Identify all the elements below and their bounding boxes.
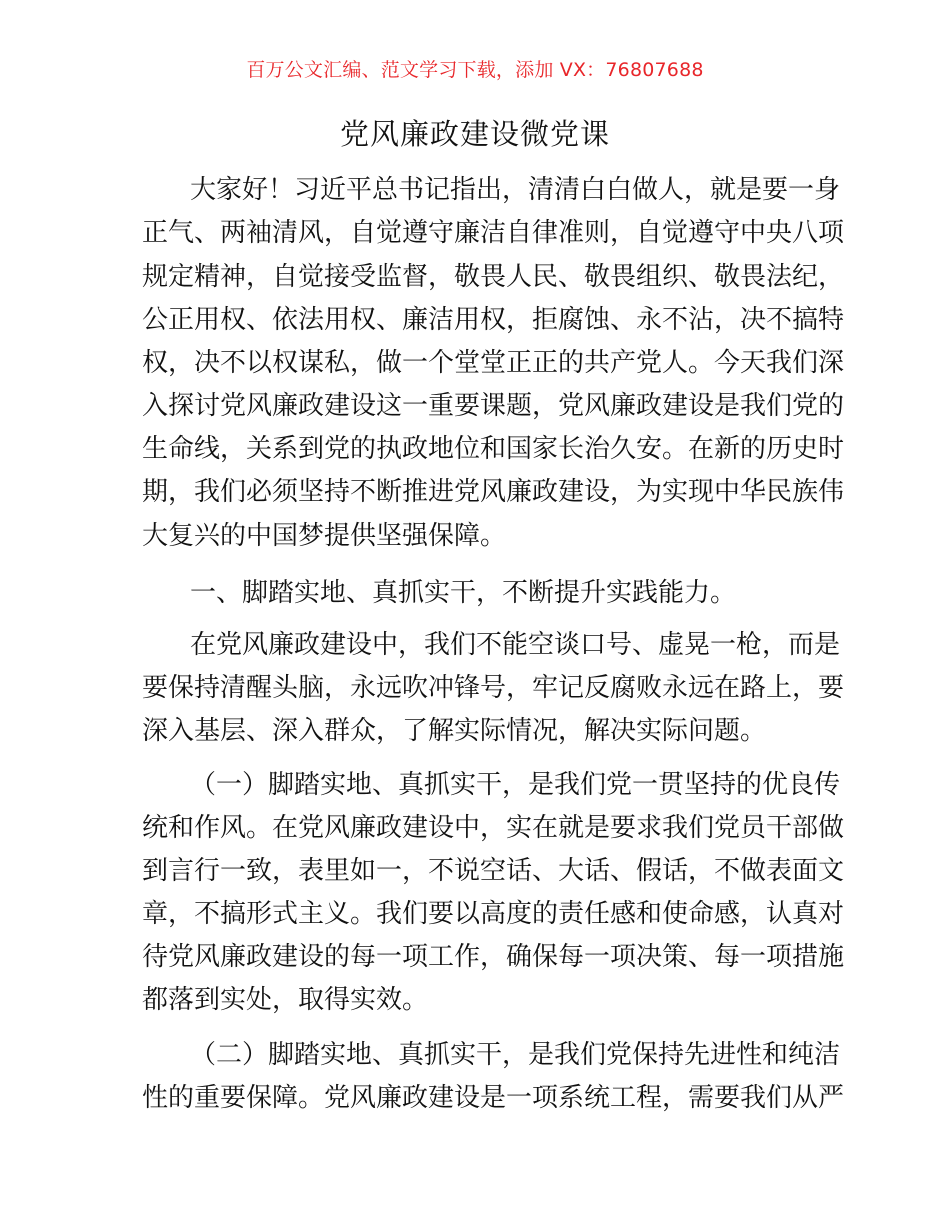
- document-title: 党风廉政建设微党课: [339, 117, 610, 151]
- text-line: 性的重要保障。党风廉政建设是一项系统工程，需要我们从严: [142, 1083, 845, 1113]
- text-line: 权，决不以权谋私，做一个堂堂正正的共产党人。今天我们深: [142, 348, 845, 378]
- text-line: 大复兴的中国梦提供坚强保障。: [142, 521, 507, 551]
- text-line: （一）脚踏实地、真抓实干，是我们党一贯坚持的优良传: [190, 770, 841, 800]
- text-line: 大家好！习近平总书记指出，清清白白做人，就是要一身: [190, 175, 841, 205]
- text-line: 待党风廉政建设的每一项工作，确保每一项决策、每一项措施: [142, 942, 845, 972]
- text-line: 都落到实处，取得实效。: [142, 985, 429, 1015]
- text-line: 深入基层、深入群众，了解实际情况，解决实际问题。: [142, 716, 767, 746]
- watermark-banner: 百万公文汇编、范文学习下载，添加 VX：76807688: [246, 59, 704, 81]
- text-line: 统和作风。在党风廉政建设中，实在就是要求我们党员干部做: [142, 813, 845, 843]
- text-line: （二）脚踏实地、真抓实干，是我们党保持先进性和纯洁: [190, 1040, 841, 1070]
- text-line: 正气、两袖清风，自觉遵守廉洁自律准则，自觉遵守中央八项: [142, 218, 845, 248]
- text-line: 期，我们必须坚持不断推进党风廉政建设，为实现中华民族伟: [142, 477, 845, 507]
- text-line: 章，不搞形式主义。我们要以高度的责任感和使命感，认真对: [142, 899, 845, 929]
- text-line: 在党风廉政建设中，我们不能空谈口号、虚晃一枪，而是: [190, 630, 841, 660]
- text-line: 到言行一致，表里如一，不说空话、大话、假话，不做表面文: [142, 856, 845, 886]
- text-line: 要保持清醒头脑，永远吹冲锋号，牢记反腐败永远在路上，要: [142, 673, 845, 703]
- text-line: 生命线，关系到党的执政地位和国家长治久安。在新的历史时: [142, 434, 845, 464]
- text-line: 入探讨党风廉政建设这一重要课题，党风廉政建设是我们党的: [142, 391, 845, 421]
- text-line: 公正用权、依法用权、廉洁用权，拒腐蚀、永不沾，决不搞特: [142, 305, 845, 335]
- heading-line: 一、脚踏实地、真抓实干，不断提升实践能力。: [190, 578, 737, 608]
- text-line: 规定精神，自觉接受监督，敬畏人民、敬畏组织、敬畏法纪，: [142, 262, 845, 292]
